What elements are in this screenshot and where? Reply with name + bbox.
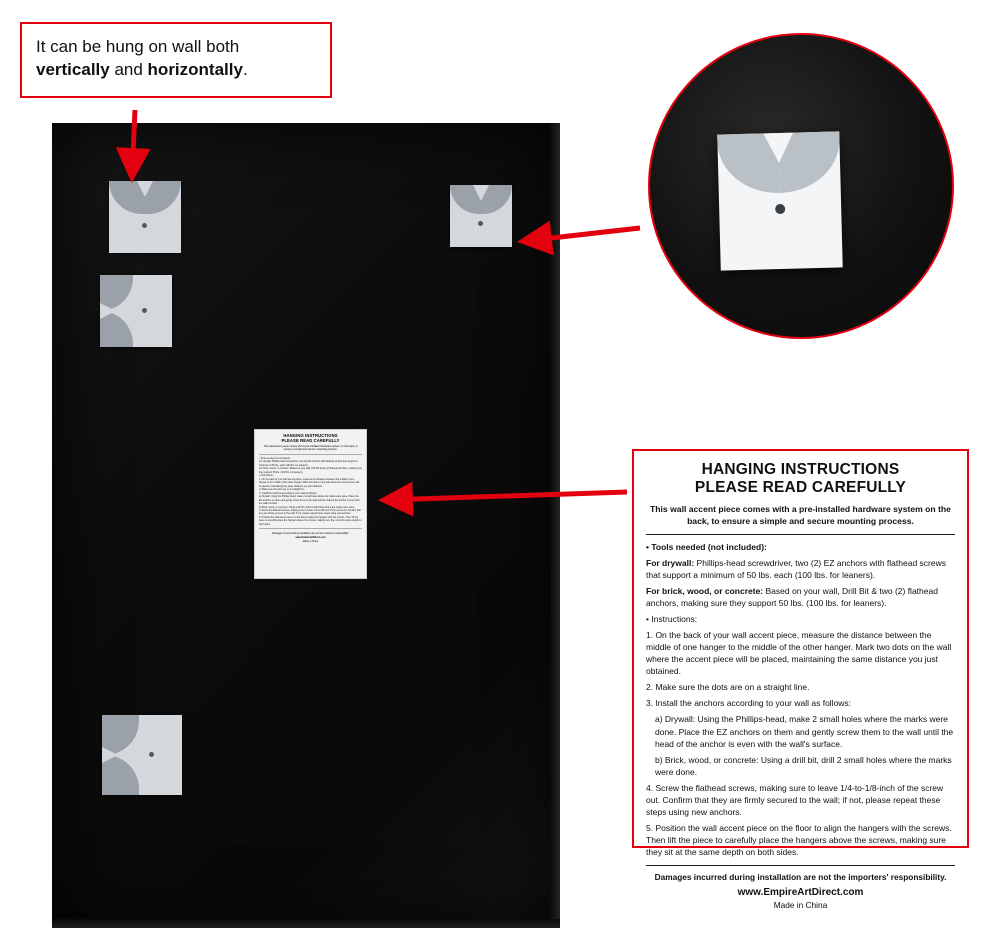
hanger-top-right <box>450 185 512 247</box>
tools-brick-text: Based on your wall, Drill Bit & two (2) flathead anchors, making sure they support 50 lbs. (100 lbs. for leaners). <box>646 585 938 608</box>
instructions-footnote: Damages incurred during installation are not the importers' responsibility. <box>654 872 947 883</box>
orientation-note-callout <box>20 22 332 98</box>
board-label-footnote: Damages incurred during installation are not the importers' responsibility. <box>272 532 349 536</box>
board-label-step-3a: a) Drywall: Using the Phillips-head, make 2 small holes where the marks were done. Place the EZ anchors on them and gently screw them to the wall until the head of the anchor is even with the wall's surface. <box>259 495 360 506</box>
instructions-title-line2: PLEASE READ CAREFULLY <box>694 478 907 496</box>
board-label-title-line2: PLEASE READ CAREFULLY <box>281 438 340 444</box>
orientation-note-horizontally: horizontally <box>147 59 243 79</box>
orientation-note-text-start: It can be hung on wall both <box>36 37 240 56</box>
instructions-title-line1: HANGING INSTRUCTIONS <box>701 461 900 478</box>
hanging-instructions-panel <box>632 449 969 911</box>
instructions-made-in: Made in China <box>773 900 828 911</box>
instructions-step-3b: b) Brick, wood, or concrete: Using a drill bit, drill 2 small holes where the marks were done. <box>655 754 952 777</box>
board-label-step-5: 5. Position the wall accent piece on the floor to align the hangers with the screws. Then lift the piece to carefully place the hangers above the screws, making sure they sit at the same depth on both sides. <box>259 515 362 526</box>
orientation-note-and: and <box>109 59 148 79</box>
instructions-step-2: 2. Make sure the dots are on a straight line. <box>646 682 810 693</box>
board-bottom-edge <box>52 919 560 928</box>
board-label-made-in: Made in China <box>302 539 319 543</box>
instructions-subtitle: This wall accent piece comes with a pre-installed hardware system on the back, to ensure a simple and secure mounting process. <box>650 503 951 526</box>
board-label-website: www.EmpireArtDirect.com <box>295 536 326 540</box>
board-label-instructions-heading: • Instructions: <box>259 474 274 478</box>
zoomed-hanger-hardware <box>717 131 843 270</box>
board-label-step-2: 2. Make sure the dots are on a straight line. <box>259 488 305 492</box>
board-label-tools-heading: • Tools needed (not included): <box>259 456 291 460</box>
instructions-step-3a: a) Drywall: Using the Phillips-head, make 2 small holes where the marks were done. Place the EZ anchors on them and gently screw them to the wall until the head of the anchor is even with the wall's surface. <box>655 714 954 749</box>
board-label-title-line1: HANGING INSTRUCTIONS <box>283 433 338 438</box>
board-label-tools-brick: For brick, wood, or concrete: Based on your wall, Drill Bit & two (2) flathead anchors, making sure they support 50 lbs. (100 lbs. for leaners). <box>259 467 362 474</box>
board-label-tools-drywall: For drywall: Phillips-head screwdriver, two (2) EZ anchors with flathead screws that support a minimum of 50 lbs. each (100 lbs. for leaners). <box>259 460 358 467</box>
instructions-divider-bottom <box>646 865 955 866</box>
hanger-screw-dot <box>142 308 147 313</box>
hanger-screw-dot <box>775 204 785 214</box>
board-label-step-4: 4. Screw the flathead screws, making sure to leave 1/4-to-1/8-inch of the screw out. Confirm that they are firmly secured to the wall; if not, please repeat these steps using new anchors. <box>259 508 361 516</box>
hanger-lobe-top <box>102 715 139 755</box>
board-label-subtitle: This wall accent piece comes with a pre-installed hardware system on the back, to ensure a simple and secure mounting process. <box>263 445 358 452</box>
tools-drywall-text: Phillips-head screwdriver, two (2) EZ anchors with flathead screws that support a minimum of 50 lbs. each (100 lbs. for leaners). <box>646 557 946 580</box>
hanger-screw-dot <box>478 221 483 226</box>
instructions-website: www.EmpireArtDirect.com <box>737 887 864 899</box>
board-label-step-3b: b) Brick, wood, or concrete: Using a drill bit, drill 2 small holes where the marks were done. <box>259 505 355 509</box>
tools-drywall-label: For drywall: <box>646 557 695 568</box>
hanger-lobe-bottom <box>102 755 139 795</box>
orientation-note-vertically: vertically <box>36 59 110 79</box>
board-label-step-3: 3. Install the anchors according to your wall as follows: <box>259 491 317 495</box>
tools-brick-label: For brick, wood, or concrete: <box>646 585 764 596</box>
board-right-edge <box>550 123 560 928</box>
product-photo <box>52 123 560 928</box>
instructions-step-4: 4. Screw the flathead screws, making sure to leave 1/4-to-1/8-inch of the screw out. Confirm that they are firmly secured to the wall; if not, please repeat these steps using new anchors. <box>646 782 944 817</box>
hanger-left-vertical-lower <box>102 715 182 795</box>
instructions-heading: • Instructions: <box>646 614 698 624</box>
instructions-step-5: 5. Position the wall accent piece on the floor to align the hangers with the screws. Then lift the piece to carefully place the hangers above the screws, making sure they sit at the same depth on both sides. <box>646 822 952 858</box>
instructions-step-3: 3. Install the anchors according to your wall as follows: <box>646 698 852 709</box>
hanger-screw-dot <box>142 223 147 228</box>
instructions-divider-top <box>646 534 955 535</box>
hardware-zoom-callout <box>648 33 954 339</box>
hanger-screw-dot <box>149 752 154 757</box>
board-label-divider <box>259 454 362 455</box>
orientation-note-period: . <box>242 59 248 79</box>
board-label-step-1: 1. On the back of your wall accent piece, measure the distance between the middle of one hanger to the middle of the other hanger. Mark two dots on the wall where the accent piece will be placed, maintaining the same distance you just obtained. <box>259 477 360 488</box>
hanger-left-vertical-upper <box>100 275 172 347</box>
tools-heading: • Tools needed (not included): <box>646 541 767 552</box>
hanger-top-left <box>109 181 181 253</box>
board-label-divider-2 <box>259 528 362 529</box>
board-instruction-label <box>254 429 367 579</box>
instructions-step-1: 1. On the back of your wall accent piece, measure the distance between the middle of one hanger to the middle of the other hanger. Mark two dots on the wall where the accent piece will be placed, maintaining the same distance you just obtained. <box>646 630 952 677</box>
